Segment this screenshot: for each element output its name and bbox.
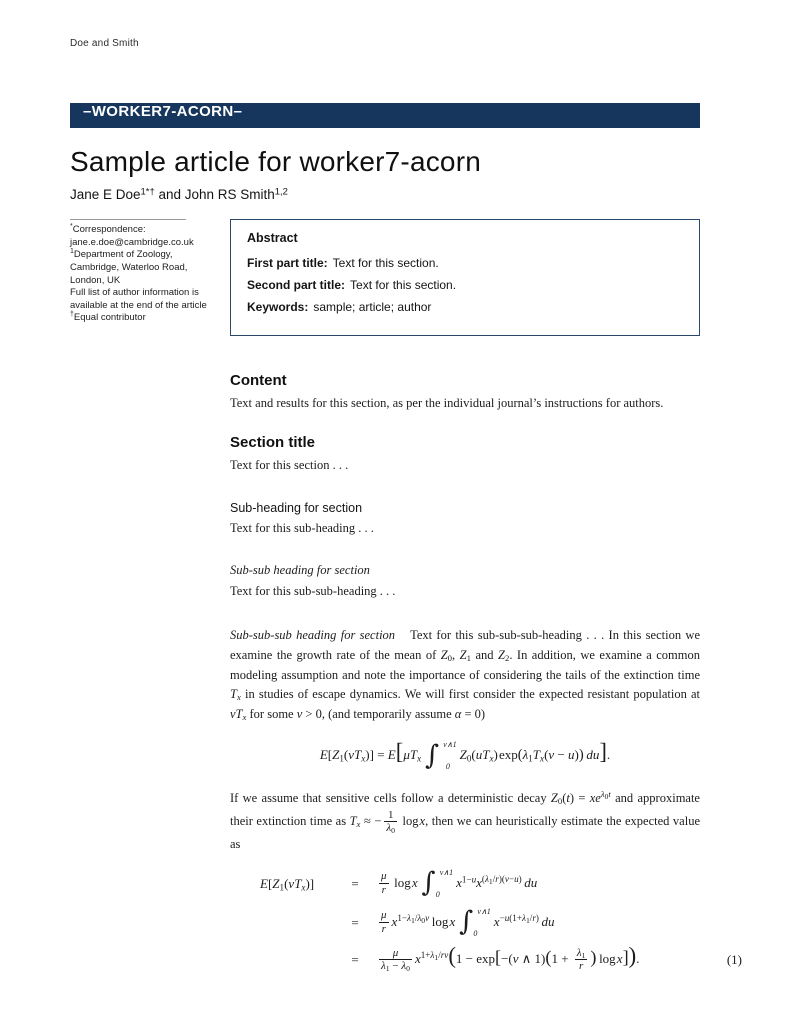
section-paragraph: Text for this section . . .	[230, 457, 349, 472]
section-heading-section-title: Section title	[230, 433, 316, 451]
equation-lhs: $E[Z_1(vT_x)]$	[260, 875, 315, 892]
decay-paragraph: If we assume that sensitive cells follow a deterministic decay $Z_0(t) = xe^{\lambda_0t}$ and approximate their extinction time as $T_x$ ≈ − $\frac{1}{\lambda_0}$ log x, then we can heuristically estimate the expected value as	[230, 789, 700, 851]
abstract-heading: Abstract	[247, 231, 298, 245]
abstract-item-label: Keywords:	[247, 300, 309, 314]
sidebar-line: †Equal contributor	[70, 311, 146, 324]
header-columns	[70, 219, 700, 336]
abstract-item	[247, 278, 683, 292]
sidebar-line: Full list of author information is	[70, 287, 199, 299]
abstract-item-text: Text for this section.	[332, 256, 439, 270]
sidebar-line: $^1$Department of Zoology,	[70, 248, 173, 261]
sub-heading: Sub-heading for section	[230, 500, 363, 515]
equation-rhs: $\frac{\mu}{\lambda_1 - \lambda_0}$ $x^{1+\lambda_1/rv}(1 - \exp[-(v$ ∧ 1)(1 + $\frac{\lambda_1}{r}$ ) log x]).	[381, 942, 640, 974]
journal-banner-label: –WORKER7-ACORN–	[83, 103, 243, 120]
equation-rhs: $\frac{\mu}{r}$ $x^{1-\lambda_1/\lambda_0v}$ log x ∫ v∧1 0 $x^{-u(1+\lambda_1/r)}$ du	[381, 906, 555, 938]
equals-sign: =	[351, 951, 359, 967]
abstract-item-label: First part title:	[247, 256, 328, 270]
sub-sub-sub-heading: Sub-sub-sub heading for section	[230, 628, 396, 642]
sidebar-line: available at the end of the article	[70, 299, 207, 311]
abstract-item	[247, 256, 683, 270]
equation-display: $E[Z_1(vT_x)] = E[\mu T_x$ ∫ v∧1 0 $Z_0(uT_x)$ $\exp(\lambda_1T_x(v - u))$ du].	[319, 738, 611, 771]
sub-sub-sub-paragraph	[230, 626, 700, 725]
article-title: Sample article for worker7-acorn	[70, 146, 481, 177]
sub-sub-heading: Sub-sub heading for section	[230, 563, 370, 578]
equation-row	[230, 908, 700, 938]
sidebar-line: London, UK	[70, 274, 121, 286]
section-heading-content: Content	[230, 372, 287, 389]
running-head: Doe and Smith	[70, 38, 139, 49]
sidebar-line-email[interactable]: jane.e.doe@cambridge.co.uk	[70, 236, 194, 248]
article-body	[230, 372, 742, 974]
equation-row	[230, 942, 742, 974]
equation-row	[230, 869, 700, 899]
abstract-item-text: Text for this section.	[350, 278, 457, 292]
equation-align-block	[230, 867, 742, 974]
equation-number: (1)	[726, 951, 742, 967]
sidebar-line: *Correspondence:	[70, 222, 146, 235]
abstract-box	[230, 219, 700, 336]
equals-sign: =	[351, 914, 359, 930]
authors-line: Jane E Doe$^{1*\dagger}$ and John RS Smith$^{1,2}$	[70, 186, 288, 202]
sidebar-divider	[70, 219, 186, 220]
equation-rhs: $\frac{\mu}{r}$ log x ∫ v∧1 0 $x^{1-u}x^{(\lambda_1/r)(v-u)}$ du	[381, 867, 538, 899]
correspondence-block	[70, 219, 212, 336]
abstract-item-label: Second part title:	[247, 278, 346, 292]
abstract-item	[247, 300, 683, 314]
journal-banner	[70, 103, 700, 128]
sub-heading-paragraph: Text for this sub-heading . . .	[230, 520, 374, 535]
sidebar-line: Cambridge, Waterloo Road,	[70, 261, 188, 273]
equals-sign: =	[351, 875, 359, 891]
content-paragraph: Text and results for this section, as per the individual journal’s instructions for authors.	[230, 396, 664, 410]
sub-sub-heading-paragraph: Text for this sub-sub-heading . . .	[230, 584, 396, 599]
abstract-item-text: sample; article; author	[313, 300, 432, 314]
sub-sub-sub-text: Text for this sub-sub-sub-heading . . . In this section we examine the growth rate of the mean of $Z_0$, $Z_1$ and $Z_2$. In addition, we examine a common modeling assumption and note the importance of considering the tails of the extinction time $T_x$ in studies of escape dynamics. We will first consider the expected resistant population at $vT_x$ for some v > 0, (and temporarily assume α = 0)	[230, 628, 700, 723]
